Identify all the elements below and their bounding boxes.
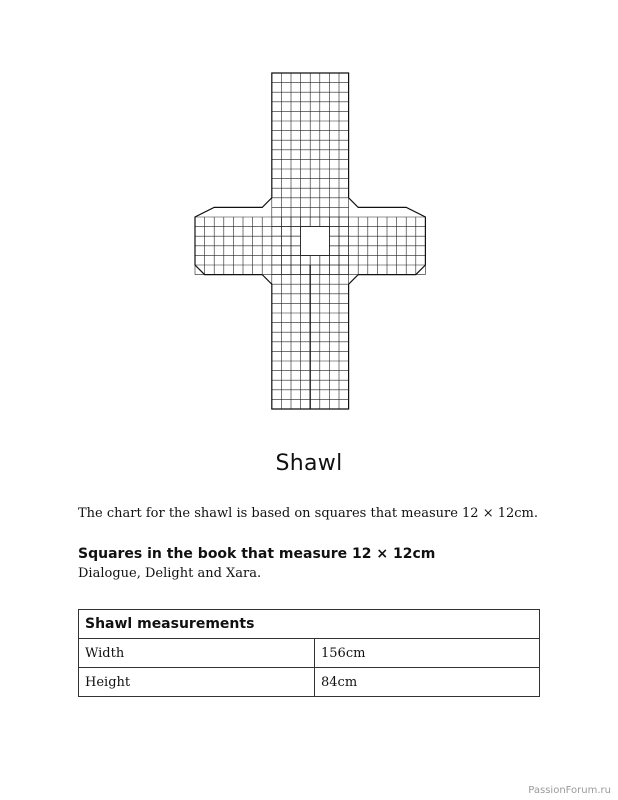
table-header: Shawl measurements — [79, 610, 540, 639]
intro-text: The chart for the shawl is based on squares that measure 12 × 12cm. — [78, 506, 539, 521]
table-header-row — [79, 610, 540, 639]
shawl-measurements-table — [78, 609, 540, 697]
row-value: 84cm — [315, 668, 540, 697]
table-row — [79, 639, 540, 668]
grid-lines — [195, 73, 425, 409]
watermark: PassionForum.ru — [528, 785, 611, 796]
squares-subheading: Squares in the book that measure 12 × 12cm — [78, 546, 436, 562]
row-value: 156cm — [315, 639, 540, 668]
center-opening — [301, 227, 330, 256]
row-label: Height — [79, 668, 315, 697]
table-row — [79, 668, 540, 697]
squares-list-text: Dialogue, Delight and Xara. — [78, 566, 262, 581]
page-title: Shawl — [275, 451, 343, 476]
row-label: Width — [79, 639, 315, 668]
